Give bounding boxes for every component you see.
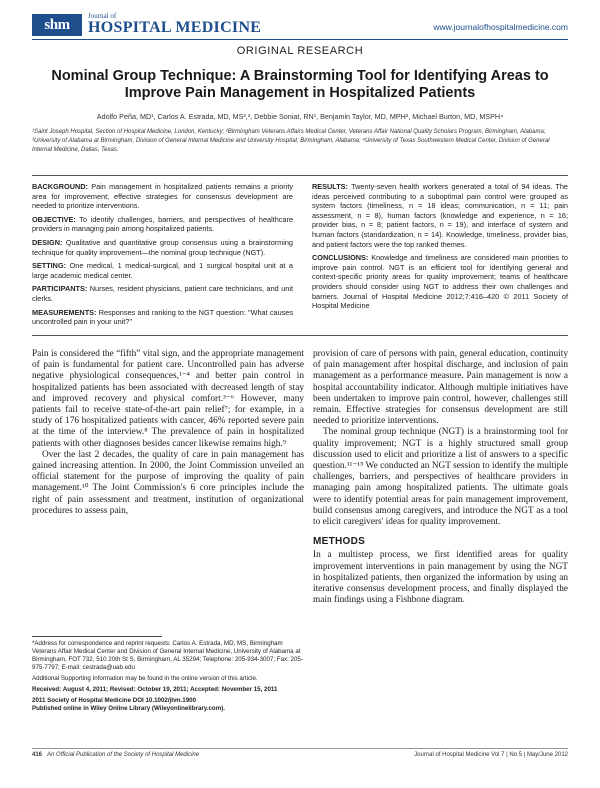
abstract-results: RESULTS: Twenty-seven health workers generated a total of 94 ideas. The ideas perceived contributing to a suboptimal pain control were grouped as system factors (timeliness, n = 18 ideas; communication, n = 11; pain assessment, n = 8), human factors (knowledge and experience, n = 16; provider bias, n = 8; patient factors, n = 19), and interface of system and human factors (standardization, n = 14). Knowledge, timeliness, provider bias, and patient factors were the top ranked themes. bbox=[312, 182, 568, 249]
journal-url-link[interactable]: www.journalofhospitalmedicine.com bbox=[433, 22, 568, 32]
abstract-design: DESIGN: Qualitative and quantitative group consensus using a brainstorming technique for quality improvement—the nominal group technique (NGT). bbox=[32, 237, 293, 257]
article-title: Nominal Group Technique: A Brainstorming Tool for Identifying Areas to Improve Pain Management in Hospitalized Patients bbox=[51, 68, 549, 101]
journal-header bbox=[32, 12, 568, 38]
journal-name: HOSPITAL MEDICINE bbox=[88, 19, 262, 36]
section-label: ORIGINAL RESEARCH bbox=[236, 45, 364, 57]
supporting-info-note: Additional Supporting Information may be found in the online version of this article. bbox=[32, 675, 258, 682]
abstract-left-column bbox=[32, 182, 293, 331]
published-online-note: Published online in Wiley Online Library (Wileyonlinelibrary.com). bbox=[32, 705, 225, 712]
author-affiliations: ¹Saint Joseph Hospital, Section of Hospital Medicine, London, Kentucky; ²Birmingham Veterans Affairs Medical Center, Veterans Affair National Quality Scholars Program, Birmingham, Alabama; ³University of Alabama at Birmingham, Division of General Internal Medicine and University Hospital, Birmingham, Alabama; ⁴University of Texas Southwestern Medical Center, Division of General Internal Medicine, Dallas, Texas. bbox=[32, 129, 550, 153]
abstract-bottom-divider bbox=[32, 335, 568, 336]
copyright-doi: 2011 Society of Hospital Medicine DOI 10.1002/jhm.1900 bbox=[32, 697, 197, 704]
abstract-conclusions: CONCLUSIONS: Knowledge and timeliness are considered main priorities to improve pain control. NGT is an efficient tool for identifying general and context-specific priority areas for quality improvement; teams of healthcare providers should consider using NGT to address their own challenges and barriers. Journal of Hospital Medicine 2012;7:416–420 © 2011 Society of Hospital Medicine bbox=[312, 253, 568, 311]
abstract-top-divider bbox=[32, 175, 568, 176]
footer-issue-info: Journal of Hospital Medicine Vol 7 | No 5 | May/June 2012 bbox=[414, 752, 568, 758]
correspondence-address: *Address for correspondence and reprint requests: Carlos A. Estrada, MD, MS, Birmingham Veterans Affair Medical Center and Division of General Internal Medicine, University of Alabama at Birmingham, FOT 732, 510 20th St S, Birmingham, AL 35294; Telephone: 205-934-3007; Fax: 205-975-7797; E-mail: cestrada@uab.edu bbox=[32, 640, 303, 671]
abstract-background: BACKGROUND: Pain management in hospitalized patients remains a priority area for improvement; effective strategies for consensus development are needed to prioritize interventions. bbox=[32, 182, 293, 211]
methods-heading: METHODS bbox=[313, 536, 366, 548]
abstract-participants: PARTICIPANTS: Nurses, resident physicians, patient care technicians, and unit clerks. bbox=[32, 284, 293, 303]
abstract-setting: SETTING: One medical, 1 medical-surgical, and 1 surgical hospital unit at a large academic medical center. bbox=[32, 261, 293, 280]
author-list: Adolfo Peña, MD¹, Carlos A. Estrada, MD, MS²,³, Debbie Soniat, RN¹, Benjamin Taylor, MD, MPH², Michael Burton, MD, MSPH⁴ bbox=[96, 112, 504, 121]
body-paragraph: provision of care of persons with pain, general education, continuity of pain management after hospital discharge, and inclusion of pain management as a performance measure. Pain management is now a hospital accountability indicator. Although multiple initiatives have been undertaken to improve pain control, however, challenges still remain. Effective strategies for consensus development are still needed to prioritize interventions. bbox=[313, 349, 568, 427]
body-left-column bbox=[32, 349, 304, 517]
abstract-right-column bbox=[312, 182, 568, 315]
received-dates: Received: August 4, 2011; Revised: October 19, 2011; Accepted: November 15, 2011 bbox=[32, 686, 278, 693]
footer-publication: An Official Publication of the Society of Hospital Medicine bbox=[47, 752, 200, 758]
shm-logo: shm bbox=[32, 14, 82, 36]
footer-left bbox=[32, 752, 199, 758]
body-right-column bbox=[313, 349, 568, 606]
body-paragraph: Over the last 2 decades, the quality of care in pain management has gained increasing attention. In 2000, the Joint Commission unveiled an official statement for the purpose of improving the quality of pain management.¹⁰ The Joint Commission's 6 core principles include the right of pain assessment and treatment, institution of organizational procedures to assess pain, bbox=[32, 449, 304, 516]
header-divider bbox=[32, 39, 568, 40]
footer-divider bbox=[32, 748, 568, 749]
correspondence-block bbox=[32, 640, 304, 716]
correspondence-divider bbox=[32, 636, 162, 637]
body-paragraph: The nominal group technique (NGT) is a brainstorming tool for quality improvement; NGT is a highly structured small group discussion used to elicit and prioritize a list of answers to a specific question.¹¹⁻¹⁵ We conducted an NGT session to identify the multiple challenges, barriers, and perspectives of healthcare providers in managing pain among hospitalized patients. The ultimate goals were to identify potential areas for pain management improvement, build consensus among caregivers, and introduce the NGT as a tool to elicit caregivers' ideas for quality improvement. bbox=[313, 427, 568, 528]
page-number: 416 bbox=[32, 752, 43, 758]
abstract-objective: OBJECTIVE: To identify challenges, barriers, and perspectives of healthcare providers in managing pain among hospitalized patients. bbox=[32, 214, 293, 234]
abstract-measurements: MEASUREMENTS: Responses and ranking to the NGT question: "What causes uncontrolled pain in your unit?" bbox=[32, 307, 293, 327]
body-paragraph: Pain is considered the “fifth” vital sign, and the appropriate management of pain is fundamental for patient care. Uncontrolled pain has adverse negative physiological consequences,¹⁻⁴ and better pain control in hospitalized patients has been associated with decreased length of stay and improved recovery and physical comfort.³⁻⁶ However, many patients fail to receive state-of-the-art pain relief⁷; for example, in a study of 176 hospitalized patients with cancer, 46% reported severe pain at the time of the interview.⁸ The prevalence of pain in hospitalized patients with other diagnoses besides cancer likewise remains high.⁹ bbox=[32, 349, 304, 449]
methods-paragraph: In a multistep process, we first identified areas for quality improvement interventions in pain management by using the NGT in hospitalized patients, then organized the information by using an iterative consensus development process, and finally displayed the main findings using a Fishbone diagram. bbox=[313, 550, 568, 606]
journal-name-small: Journal of bbox=[88, 12, 117, 20]
